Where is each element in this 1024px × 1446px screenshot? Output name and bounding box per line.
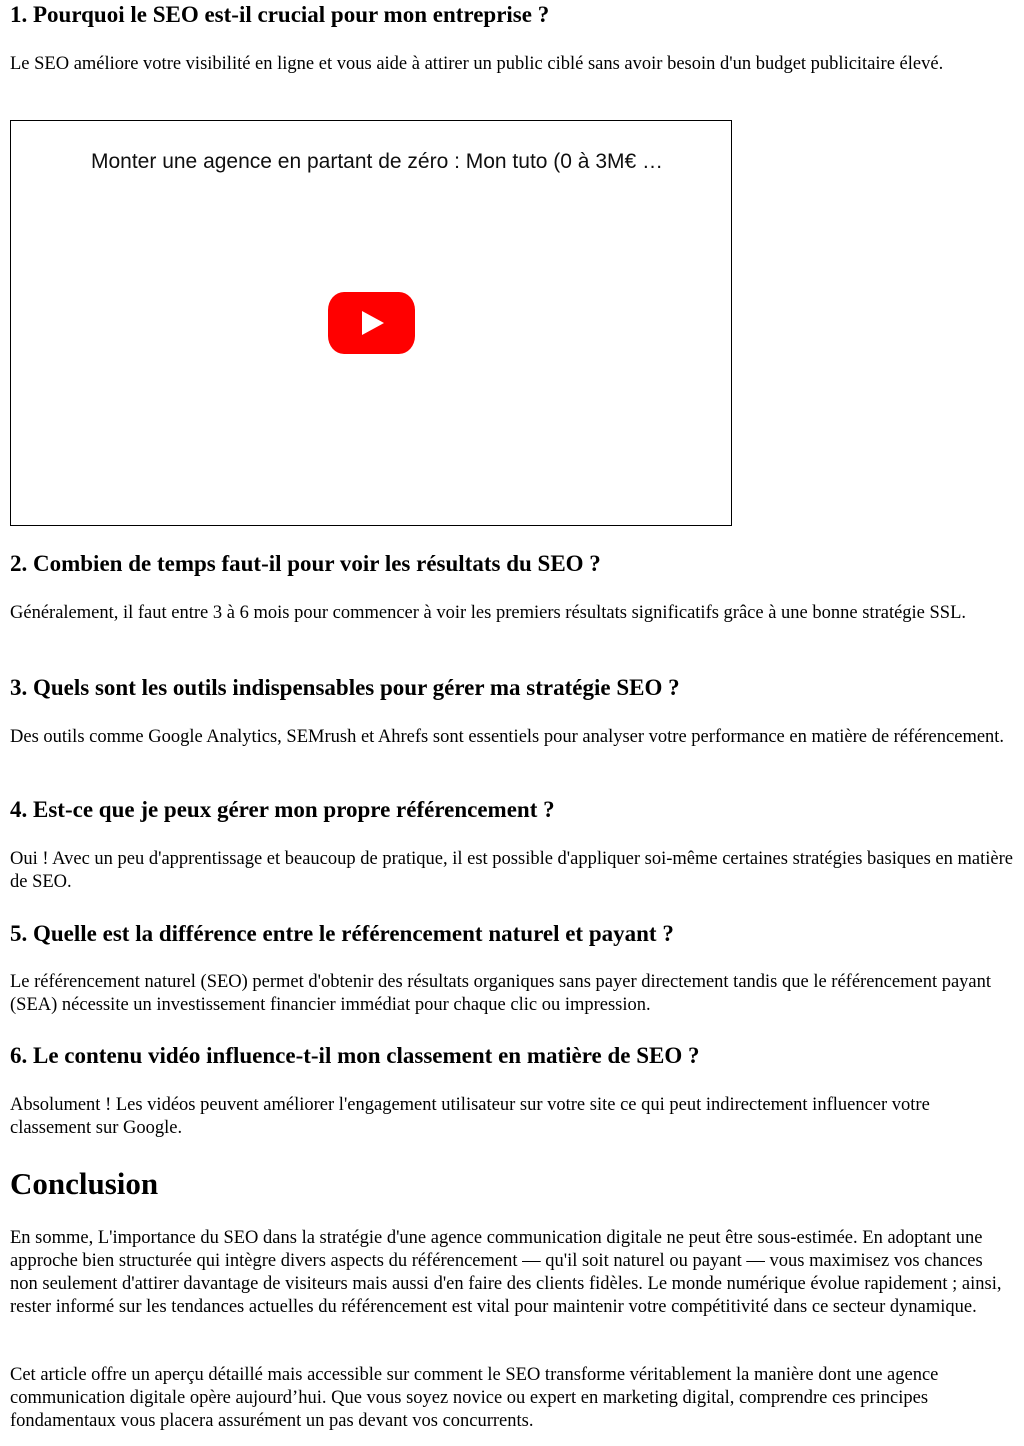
faq-question-1: 1. Pourquoi le SEO est-il crucial pour mon entreprise ? [10, 2, 550, 27]
faq-question-3: 3. Quels sont les outils indispensables pour gérer ma stratégie SEO ? [10, 675, 680, 700]
faq-answer-6: Absolument ! Les vidéos peuvent améliorer l'engagement utilisateur sur votre site ce qui peut indirectement influencer votre classement sur Google. [10, 1095, 930, 1138]
conclusion-paragraph-1: En somme, L'importance du SEO dans la stratégie d'une agence communication digitale ne peut être sous-estimée. En adoptant une approche bien structurée qui intègre divers aspects du référencement — qu'il soit naturel ou payant — vous maximisez vos chances non seulement d'attirer davantage de visiteurs mais aussi d'en faire des clients fidèles. Le monde numérique évolue rapidement ; ainsi, rester informé sur les tendances actuelles du référencement est vital pour maintenir votre compétitivité dans ce secteur dynamique. [10, 1228, 1002, 1317]
faq-answer-3: Des outils comme Google Analytics, SEMrush et Ahrefs sont essentiels pour analyser votre performance en matière de référencement. [10, 727, 1005, 747]
faq-question-6: 6. Le contenu vidéo influence-t-il mon classement en matière de SEO ? [10, 1043, 700, 1068]
conclusion-paragraph-2: Cet article offre un aperçu détaillé mais accessible sur comment le SEO transforme véritablement la manière dont une agence communication digitale opère aujourd’hui. Que vous soyez novice ou expert en marketing digital, comprendre ces principes fondamentaux vous placera assurément un pas devant vos concurrents. [10, 1365, 939, 1431]
faq-answer-5: Le référencement naturel (SEO) permet d'obtenir des résultats organiques sans payer directement tandis que le référencement payant (SEA) nécessite un investissement financier immédiat pour chaque clic ou impression. [10, 972, 992, 1015]
play-triangle-icon [362, 311, 384, 335]
video-title[interactable]: Monter une agence en partant de zéro : Mon tuto (0 à 3M€ … [91, 150, 664, 173]
faq-question-2: 2. Combien de temps faut-il pour voir les résultats du SEO ? [10, 551, 601, 576]
faq-answer-1: Le SEO améliore votre visibilité en ligne et vous aide à attirer un public ciblé sans avoir besoin d'un budget publicitaire élevé. [10, 54, 944, 74]
video-embed[interactable] [10, 120, 732, 526]
faq-question-4: 4. Est-ce que je peux gérer mon propre référencement ? [10, 797, 555, 822]
faq-answer-2: Généralement, il faut entre 3 à 6 mois pour commencer à voir les premiers résultats significatifs grâce à une bonne stratégie SSL. [10, 603, 967, 623]
conclusion-heading: Conclusion [10, 1166, 159, 1201]
faq-question-5: 5. Quelle est la différence entre le référencement naturel et payant ? [10, 921, 674, 946]
faq-answer-4: Oui ! Avec un peu d'apprentissage et beaucoup de pratique, il est possible d'appliquer soi-même certaines stratégies basiques en matière de SEO. [10, 849, 1013, 892]
youtube-play-icon[interactable] [328, 292, 415, 354]
